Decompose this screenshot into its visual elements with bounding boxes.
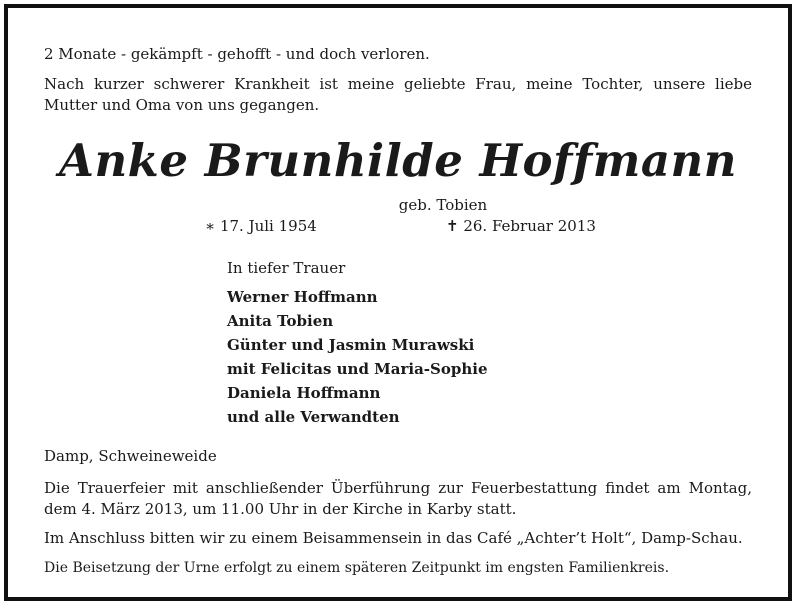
mourning-intro: In tiefer Trauer <box>227 259 346 277</box>
ceremony-info: Die Trauerfeier mit anschließender Überführung zur Feuerbestattung findet am Montag, dem 4. März 2013, um 11.00 Uhr in der Kirche in Karby statt. <box>44 479 752 518</box>
mourner-name: Werner Hoffmann <box>227 288 378 306</box>
announcement-text: Nach kurzer schwerer Krankheit ist meine geliebte Frau, meine Tochter, unsere liebe Mutter und Oma von uns gegangen. <box>44 75 752 114</box>
mourner-name: mit Felicitas und Maria-Sophie <box>227 360 488 378</box>
reception-info: Im Anschluss bitten wir zu einem Beisammensein in das Café „Achter’t Holt“, Damp-Schau. <box>44 529 743 547</box>
mourner-name: und alle Verwandten <box>227 408 400 426</box>
intro-line: 2 Monate - gekämpft - gehofft - und doch verloren. <box>44 45 430 63</box>
mourning-block <box>227 258 488 429</box>
place-line: Damp, Schweineweide <box>44 447 217 465</box>
obituary-frame <box>4 4 792 601</box>
birth-date: ∗ 17. Juli 1954 <box>205 217 317 235</box>
deceased-name: Anke Brunhilde Hoffmann <box>59 134 737 187</box>
mourner-name: Anita Tobien <box>227 312 334 330</box>
death-date: ✝ 26. Februar 2013 <box>446 217 596 235</box>
mourner-name: Daniela Hoffmann <box>227 384 381 402</box>
burial-info: Die Beisetzung der Urne erfolgt zu einem späteren Zeitpunkt im engsten Familienkreis. <box>44 560 670 576</box>
maiden-name: geb. Tobien <box>398 196 488 214</box>
mourner-name: Günter und Jasmin Murawski <box>227 336 475 354</box>
obituary-content <box>44 8 752 597</box>
